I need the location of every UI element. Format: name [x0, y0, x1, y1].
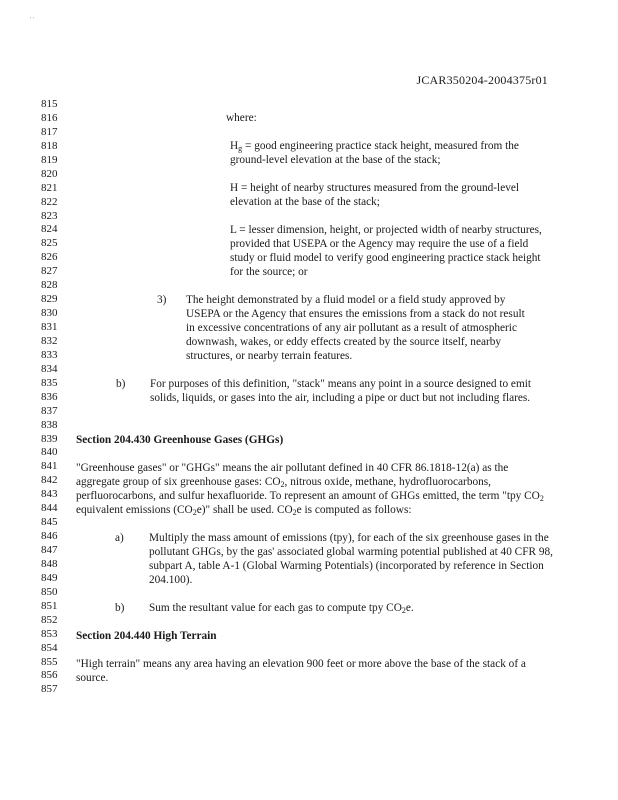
line-number: 823	[41, 209, 58, 222]
line-number: 816	[41, 111, 58, 124]
line-number: 852	[41, 613, 58, 626]
line-number: 828	[41, 279, 58, 292]
definition-l: L = lesser dimension, height, or projected width of nearby structures, provided that USEPA or the Agency may require the use of a field study or fluid model to verify good engineering practice stack height for the source; or	[230, 224, 542, 278]
line-number: 833	[41, 348, 58, 361]
section-440-paragraph: "High terrain" means any area having an elevation 900 feet or more above the base of the stack of a source.	[76, 658, 526, 684]
line-number: 820	[41, 167, 58, 180]
where-label: where:	[226, 112, 257, 124]
line-number: 839	[41, 432, 58, 445]
line-number: 830	[41, 307, 58, 320]
hg-text: = good engineering practice stack height, measured from the ground-level elevation at the base of the stack;	[230, 140, 519, 166]
item-3-text: The height demonstrated by a fluid model or a field study approved by USEPA or the Agency that ensures the emissions from a stack do not result in excessive concentrations of any air pollutant as a result of atmospheric downwash, wakes, or eddy effects created by the source itself, nearby structures, or nearby terrain features.	[186, 294, 525, 362]
line-number: 854	[41, 641, 58, 654]
line-number: 824	[41, 223, 58, 236]
line-number: 827	[41, 265, 58, 278]
line-number: 835	[41, 376, 58, 389]
line-number: 857	[41, 683, 58, 696]
line-number: 843	[41, 488, 58, 501]
scan-specks: ' '	[30, 17, 34, 23]
line-number: 846	[41, 530, 58, 543]
line-number: 848	[41, 557, 58, 570]
section-440-heading: Section 204.440 High Terrain	[76, 630, 217, 642]
line-number: 849	[41, 571, 58, 584]
item-b-text: For purposes of this definition, "stack" means any point in a source designed to emit solids, liquids, or gases into the air, including a pipe or duct but not including flares.	[150, 378, 532, 404]
line-number: 842	[41, 474, 58, 487]
document-id: JCAR350204-2004375r01	[416, 73, 548, 87]
item-a-marker: a)	[115, 532, 124, 544]
line-number: 832	[41, 334, 58, 347]
line-number: 825	[41, 237, 58, 250]
line-number: 850	[41, 585, 58, 598]
line-number: 840	[41, 446, 58, 459]
line-number: 815	[41, 98, 58, 110]
section-430-paragraph: "Greenhouse gases" or "GHGs" means the air pollutant defined in 40 CFR 86.1818-12(a) as the aggregate group of six greenhouse gases: $CO_2$, nitrous oxide, methane, hydrofluorocarbons, perfluorocarbons, and sulfur hexafluoride. To represent an amount of GHGs emitted, the term "tpy $CO_2$ equivalent emissions $(CO_2e)$" shall be used. $CO_2e$ is computed as follows:	[76, 462, 544, 517]
item-a-text: Multiply the mass amount of emissions (tpy), for each of the six greenhouse gases in the pollutant GHGs, by the gas' associated global warming potential published at 40 CFR 98, subpart A, table A-1 (Global Warming Potentials) (incorporated by reference in Section 204.100).	[149, 532, 553, 586]
line-number: 845	[41, 516, 58, 529]
section-430-heading: Section 204.430 Greenhouse Gases (GHGs)	[76, 434, 284, 446]
hg-symbol: H	[230, 140, 239, 152]
line-number: 821	[41, 181, 58, 194]
line-number: 831	[41, 321, 58, 333]
line-number: 829	[41, 293, 58, 306]
line-number: 818	[41, 139, 58, 152]
line-number: 819	[41, 153, 58, 166]
definition-hg	[230, 140, 556, 168]
line-number: 837	[41, 404, 58, 417]
line-numbers	[41, 98, 65, 697]
hg-subscript: g	[238, 144, 243, 153]
line-number: 841	[41, 460, 58, 473]
definition-h: H = height of nearby structures measured from the ground-level elevation at the base of the stack;	[230, 182, 520, 208]
line-number: 826	[41, 251, 58, 264]
line-number: 834	[41, 362, 58, 375]
line-number: 822	[41, 195, 58, 208]
line-number: 836	[41, 390, 58, 403]
sec430-item-b-marker: b)	[115, 602, 125, 614]
line-number: 844	[41, 502, 58, 515]
line-number: 847	[41, 544, 58, 556]
line-number: 856	[41, 669, 58, 682]
line-number: 853	[41, 627, 58, 640]
line-number: 851	[41, 599, 58, 612]
sec430-item-b-text: Sum the resultant value for each gas to compute tpy $CO_2e$.	[149, 602, 414, 615]
line-number: 817	[41, 125, 58, 138]
line-number: 855	[41, 655, 58, 668]
item-b-marker: b)	[116, 378, 126, 390]
line-number: 838	[41, 418, 58, 431]
item-3-marker: 3)	[157, 294, 167, 306]
